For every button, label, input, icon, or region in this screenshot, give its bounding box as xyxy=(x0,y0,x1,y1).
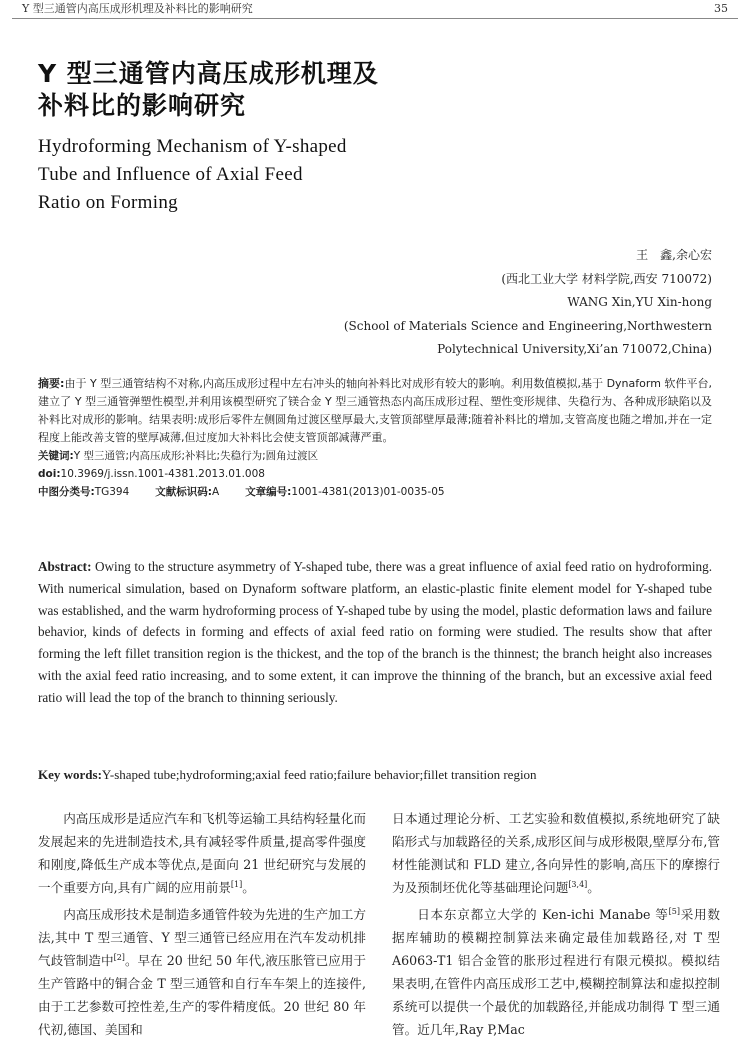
keywords-chinese xyxy=(38,447,712,465)
abstract-en-label: Abstract: xyxy=(38,559,92,574)
abstract-cn-label: 摘要: xyxy=(38,377,65,390)
doc-code-value: A xyxy=(212,486,220,498)
title-english-line-2: Tube and Influence of Axial Feed xyxy=(38,164,303,185)
author-block xyxy=(344,244,712,362)
body-text: 。早在 20 世纪 50 年代,液压胀管已应用于生产管路中的铜合金 T 型三通管和自行车车架上的连接件,由于工艺参数可控性差,生产的零件精度低。20 世纪 80 年代初,德国、美国和 xyxy=(38,953,366,1037)
doi-line xyxy=(38,465,712,483)
body-text: 采用数据库辅助的模糊控制算法来确定最佳加载路径,对 T 型 A6063-T1 铝合金管的胀形过程进行有限元模拟。模拟结果表明,在管件内高压成形工艺中,模糊控制算法和虚拟控制系统可以提供一个最优的加载路径,并能成功制得 T 型三通管。近几年,Ray P,Mac xyxy=(392,907,721,1037)
abstract-cn-text: 由于 Y 型三通管结构不对称,内高压成形过程中左右冲头的轴向补料比对成形有较大的影响。利用数值模拟,基于 Dynaform 软件平台,建立了 Y 型三通管弹塑性模型,并利用该模型研究了镁合金 Y 型三通管热态内高压成形过程、塑性变形规律、失稳行为、各种成形缺陷以及补料比对成形的影响。结果表明:成形后零件左侧圆角过渡区壁厚最大,支管顶部壁厚最薄;随着补料比的增加,支管高度也随之增加,并在一定程度上能改善支管的壁厚减薄,但过度加大补料比会使支管顶部减薄严重。 xyxy=(38,377,712,444)
doi-value: 10.3969/j.issn.1001-4381.2013.01.008 xyxy=(60,468,265,480)
chinese-abstract-block xyxy=(38,375,712,501)
clc-label: 中图分类号: xyxy=(38,486,95,498)
affiliation-english-line-2: Polytechnical University,Xi’an 710072,China) xyxy=(437,342,712,356)
running-head xyxy=(12,0,738,19)
page-number: 35 xyxy=(714,2,728,15)
doi-label: doi: xyxy=(38,468,61,480)
citation-ref: [2] xyxy=(113,952,125,962)
article-number-label: 文章编号: xyxy=(245,486,292,498)
clc-value: TG394 xyxy=(94,486,130,498)
author-names-english: WANG Xin,YU Xin-hong xyxy=(567,295,712,309)
abstract-en-text: Owing to the structure asymmetry of Y-shaped tube, there was a great influence of axial feed ratio on hydroforming. With numerical simulation, based on Dynaform software platform, an elastic-plastic finite element model for Y-shaped tube was established, and the warm hydroforming process of Y-shaped tube by using the model, plastic deformation laws and failure behavior, kinds of defects in forming and effects of axial feed ratio on forming were studied. The results show that after forming the left fillet transition region is the thickest, and the top of the branch is the thinnest; the branch height also increases with the axial feed ratio increasing, and to some extent, it can improve the thinning of the branch, but an excessive axial feed ratio will lead the top of the branch to thinning seriously. xyxy=(38,559,712,705)
title-english xyxy=(38,133,347,217)
running-head-title: Y 型三通管内高压成形机理及补料比的影响研究 xyxy=(22,2,253,15)
body-paragraph xyxy=(392,807,720,899)
citation-ref: [1] xyxy=(230,879,243,889)
body-paragraph xyxy=(38,903,366,1041)
body-text: 日本东京都立大学的 Ken-ichi Manabe 等 xyxy=(417,907,669,922)
chinese-abstract xyxy=(38,375,712,447)
classification-line xyxy=(38,483,712,501)
body-text: 内高压成形是适应汽车和飞机等运输工具结构轻量化而发展起来的先进制造技术,具有减轻零件质量,提高零件强度和刚度,降低生产成本等优点,是面向 21 世纪研究与发展的一个重要方向,具有广阔的应用前景 xyxy=(38,811,366,895)
body-text: 。 xyxy=(587,880,600,895)
keywords-english xyxy=(38,765,537,785)
keywords-en-text: Y-shaped tube;hydroforming;axial feed ratio;failure behavior;fillet transition region xyxy=(101,767,537,782)
citation-ref: [3,4] xyxy=(568,879,588,889)
article-number-value: 1001-4381(2013)01-0035-05 xyxy=(291,486,445,498)
doc-code-label: 文献标识码: xyxy=(155,486,212,498)
author-names-chinese: 王 鑫,余心宏 xyxy=(636,248,712,262)
keywords-en-label: Key words: xyxy=(38,767,102,782)
affiliation-chinese: (西北工业大学 材料学院,西安 710072) xyxy=(501,271,712,286)
body-paragraph xyxy=(392,903,720,1041)
body-text: 。 xyxy=(242,880,255,895)
body-paragraph xyxy=(38,807,366,899)
body-text: 内高压成形技术是制造多通管件较为先进的生产加工方法,其中 T 型三通管、Y 型三通管已经应用在汽车发动机排气歧管制造中 xyxy=(38,907,366,968)
body-column-right xyxy=(392,807,720,1045)
english-abstract xyxy=(38,556,712,709)
keywords-cn-text: Y 型三通管;内高压成形;补料比;失稳行为;圆角过渡区 xyxy=(73,450,319,462)
title-chinese-line-1: Y 型三通管内高压成形机理及 xyxy=(38,59,379,88)
keywords-cn-label: 关键词: xyxy=(38,450,74,462)
body-column-left xyxy=(38,807,366,1045)
title-chinese-line-2: 补料比的影响研究 xyxy=(38,91,247,120)
title-english-line-3: Ratio on Forming xyxy=(38,192,178,213)
title-chinese xyxy=(38,58,379,122)
affiliation-english-line-1: (School of Materials Science and Engineering,Northwestern xyxy=(343,318,712,333)
body-text: 日本通过理论分析、工艺实验和数值模拟,系统地研究了缺陷形式与加载路径的关系,成形区间与成形极限,壁厚分布,管材性能测试和 FLD 建立,各向异性的影响,高压下的摩擦行为及预制坯优化等基础理论问题 xyxy=(392,811,720,895)
citation-ref: [5] xyxy=(668,906,680,916)
title-english-line-1: Hydroforming Mechanism of Y-shaped xyxy=(38,136,347,157)
